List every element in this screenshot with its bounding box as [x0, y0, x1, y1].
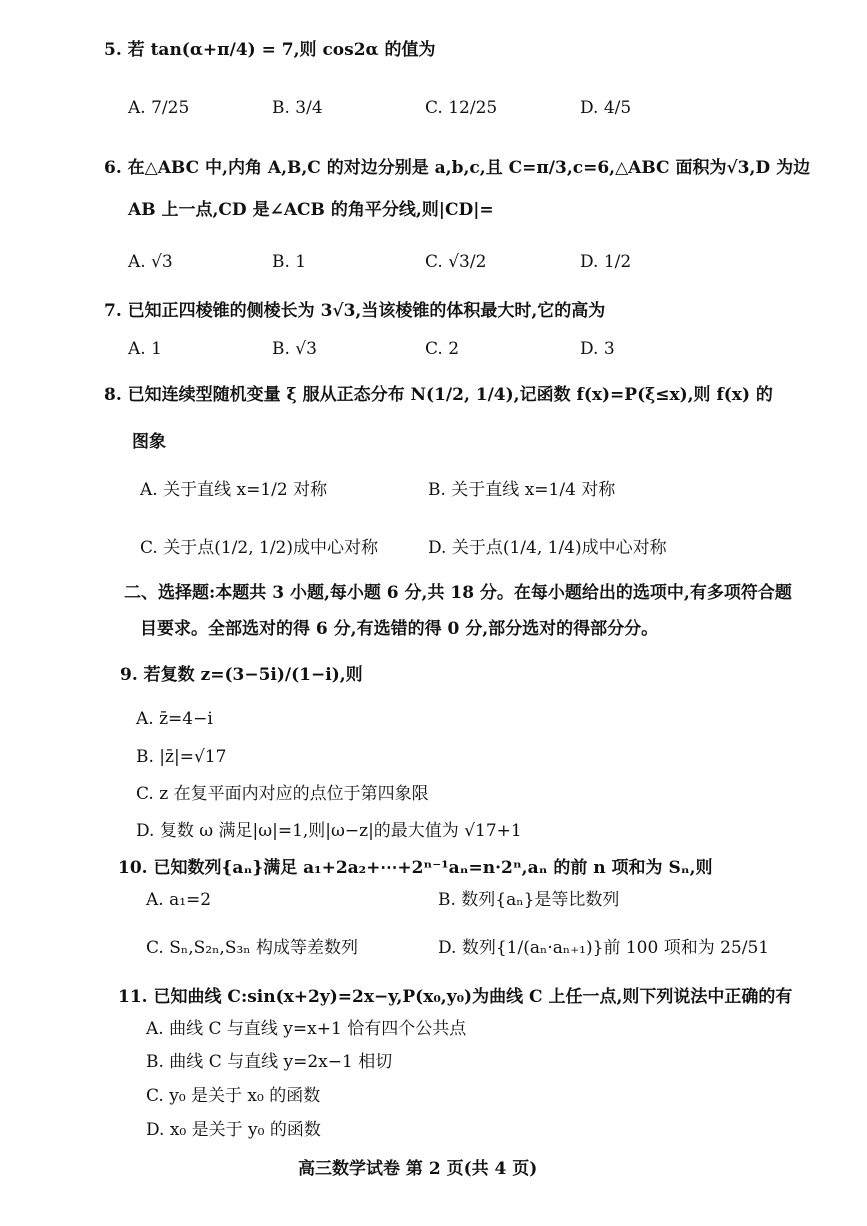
- q6-stem-line1: 6. 在△ABC 中,内角 A,B,C 的对边分别是 a,b,c,且 C=π/3,c=6,△ABC 面积为√3,D 为边: [104, 158, 811, 178]
- page-footer: 高三数学试卷 第 2 页(共 4 页): [298, 1159, 538, 1179]
- q10-option-b: B. 数列{aₙ}是等比数列: [438, 890, 620, 910]
- q11-option-a: A. 曲线 C 与直线 y=x+1 恰有四个公共点: [146, 1019, 467, 1039]
- q5-option-a: A. 7/25: [128, 98, 190, 118]
- q9-option-d: D. 复数 ω 满足|ω|=1,则|ω−z|的最大值为 √17+1: [136, 821, 522, 841]
- q6-stem-line2: AB 上一点,CD 是∠ACB 的角平分线,则|CD|=: [128, 200, 494, 220]
- q9-option-b: B. |z̄|=√17: [136, 747, 227, 767]
- q5-stem: 5. 若 tan(α+π/4) = 7,则 cos2α 的值为: [104, 40, 436, 60]
- q8-option-c: C. 关于点(1/2, 1/2)成中心对称: [140, 538, 378, 558]
- q7-stem: 7. 已知正四棱锥的侧棱长为 3√3,当该棱锥的体积最大时,它的高为: [104, 301, 606, 321]
- q8-option-a: A. 关于直线 x=1/2 对称: [140, 480, 328, 500]
- q9-option-c: C. z 在复平面内对应的点位于第四象限: [136, 784, 429, 804]
- q11-option-b: B. 曲线 C 与直线 y=2x−1 相切: [146, 1052, 393, 1072]
- q5-option-c: C. 12/25: [425, 98, 498, 118]
- q9-option-a: A. z̄=4−i: [136, 709, 213, 729]
- q11-stem: 11. 已知曲线 C:sin(x+2y)=2x−y,P(x₀,y₀)为曲线 C 上任一点,则下列说法中正确的有: [118, 987, 793, 1007]
- q6-option-b: B. 1: [272, 252, 307, 272]
- q8-option-d: D. 关于点(1/4, 1/4)成中心对称: [428, 538, 667, 558]
- q10-option-c: C. Sₙ,S₂ₙ,S₃ₙ 构成等差数列: [146, 938, 359, 958]
- section2-line1: 二、选择题:本题共 3 小题,每小题 6 分,共 18 分。在每小题给出的选项中,有多项符合题: [124, 583, 792, 603]
- q8-stem-line1: 8. 已知连续型随机变量 ξ 服从正态分布 N(1/2, 1/4),记函数 f(x)=P(ξ≤x),则 f(x) 的: [104, 385, 773, 405]
- q6-option-c: C. √3/2: [425, 252, 487, 272]
- q10-option-a: A. a₁=2: [146, 890, 212, 910]
- q7-option-a: A. 1: [128, 339, 162, 359]
- q9-stem: 9. 若复数 z=(3−5i)/(1−i),则: [120, 665, 363, 685]
- section2-line2: 目要求。全部选对的得 6 分,有选错的得 0 分,部分选对的得部分分。: [140, 619, 659, 639]
- q11-option-c: C. y₀ 是关于 x₀ 的函数: [146, 1086, 321, 1106]
- q8-option-b: B. 关于直线 x=1/4 对称: [428, 480, 616, 500]
- q7-option-b: B. √3: [272, 339, 317, 359]
- q5-option-b: B. 3/4: [272, 98, 323, 118]
- q8-stem-line2: 图象: [132, 432, 166, 452]
- q5-option-d: D. 4/5: [580, 98, 632, 118]
- q10-stem: 10. 已知数列{aₙ}满足 a₁+2a₂+⋯+2ⁿ⁻¹aₙ=n·2ⁿ,aₙ 的前 n 项和为 Sₙ,则: [118, 858, 713, 878]
- q6-option-a: A. √3: [128, 252, 173, 272]
- q7-option-c: C. 2: [425, 339, 460, 359]
- q11-option-d: D. x₀ 是关于 y₀ 的函数: [146, 1120, 321, 1140]
- q7-option-d: D. 3: [580, 339, 615, 359]
- q6-option-d: D. 1/2: [580, 252, 632, 272]
- q10-option-d: D. 数列{1/(aₙ·aₙ₊₁)}前 100 项和为 25/51: [438, 938, 770, 958]
